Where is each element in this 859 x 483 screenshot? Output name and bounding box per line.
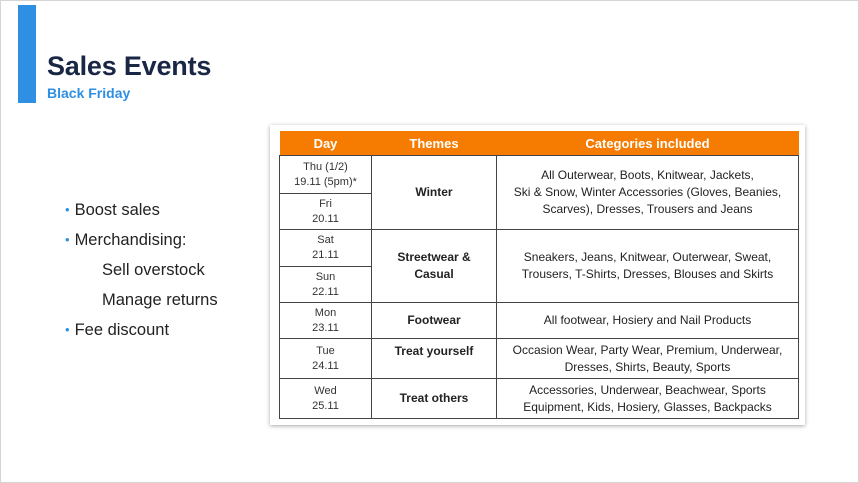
categories-line: Scarves), Dresses, Trousers and Jeans — [542, 202, 753, 216]
categories-line: Equipment, Kids, Hosiery, Glasses, Backpacks — [523, 399, 772, 414]
categories-line: Occasion Wear, Party Wear, Premium, Underwear, — [512, 342, 783, 357]
header-day: Day — [280, 131, 372, 156]
header-themes: Themes — [372, 131, 497, 156]
categories-cell — [497, 230, 799, 303]
table-row — [280, 379, 799, 419]
slide-title: Sales Events — [47, 51, 212, 81]
categories-line: Accessories, Underwear, Beachwear, Sports — [529, 382, 766, 397]
categories-line: Trousers, T-Shirts, Dresses, Blouses and Skirts — [521, 267, 774, 281]
bullet-text: Fee discount — [74, 321, 170, 339]
categories-cell — [497, 339, 799, 379]
day-name: Tue — [316, 344, 335, 357]
categories-line: All Outerwear, Boots, Knitwear, Jackets, — [541, 168, 754, 182]
sub-bullet-item — [65, 259, 218, 289]
day-name: Wed — [314, 384, 337, 397]
events-table — [279, 131, 799, 419]
bullet-dot-icon: • — [65, 322, 70, 337]
theme-cell: Footwear — [372, 303, 497, 339]
theme-cell: Treat yourself — [372, 339, 497, 379]
day-name: Sat — [317, 234, 334, 246]
bullet-item — [65, 319, 218, 349]
day-name: Mon — [314, 306, 337, 319]
categories-line: Sneakers, Jeans, Knitwear, Outerwear, Sweat, — [523, 250, 772, 264]
day-cell — [280, 303, 372, 339]
day-date: 25.11 — [312, 399, 339, 412]
table-row — [280, 156, 799, 194]
bullet-text: Merchandising: — [74, 231, 187, 249]
day-cell — [280, 156, 372, 194]
day-date: 20.11 — [312, 212, 339, 225]
day-cell — [280, 339, 372, 379]
day-date: 22.11 — [312, 285, 339, 298]
theme-line: Streetwear & — [397, 250, 471, 264]
table-row — [280, 303, 799, 339]
day-name: Fri — [319, 197, 332, 210]
bullet-list — [65, 199, 218, 349]
day-name: Thu (1/2) — [303, 160, 348, 173]
theme-cell: Winter — [372, 156, 497, 230]
sub-bullet-item — [65, 289, 218, 319]
bullet-item — [65, 199, 218, 229]
day-cell — [280, 267, 372, 303]
theme-cell — [372, 230, 497, 303]
day-name: Sun — [315, 270, 336, 283]
day-cell — [280, 379, 372, 419]
theme-cell: Treat others — [372, 379, 497, 419]
header-categories: Categories included — [497, 131, 799, 156]
day-date: 21.11 — [312, 249, 339, 261]
day-cell — [280, 194, 372, 230]
categories-cell: All footwear, Hosiery and Nail Products — [497, 303, 799, 339]
bullet-text: Sell overstock — [102, 261, 205, 279]
bullet-item — [65, 229, 218, 259]
table-header-row — [280, 131, 799, 156]
bullet-text: Boost sales — [74, 201, 160, 219]
table-row — [280, 339, 799, 379]
table-row — [280, 230, 799, 267]
categories-cell — [497, 379, 799, 419]
day-date: 23.11 — [312, 321, 339, 334]
bullet-dot-icon: • — [65, 232, 70, 247]
day-date: 19.11 (5pm)* — [294, 175, 357, 188]
accent-bar — [18, 5, 36, 103]
categories-line: Dresses, Shirts, Beauty, Sports — [564, 359, 731, 374]
bullet-dot-icon: • — [65, 202, 70, 217]
categories-line: Ski & Snow, Winter Accessories (Gloves, Beanies, — [513, 185, 782, 199]
theme-line: Casual — [414, 267, 454, 281]
slide-subtitle: Black Friday — [47, 85, 131, 101]
categories-cell — [497, 156, 799, 230]
bullet-text: Manage returns — [102, 291, 218, 309]
day-date: 24.11 — [312, 359, 339, 372]
day-cell — [280, 230, 372, 267]
events-table-image — [270, 125, 805, 425]
